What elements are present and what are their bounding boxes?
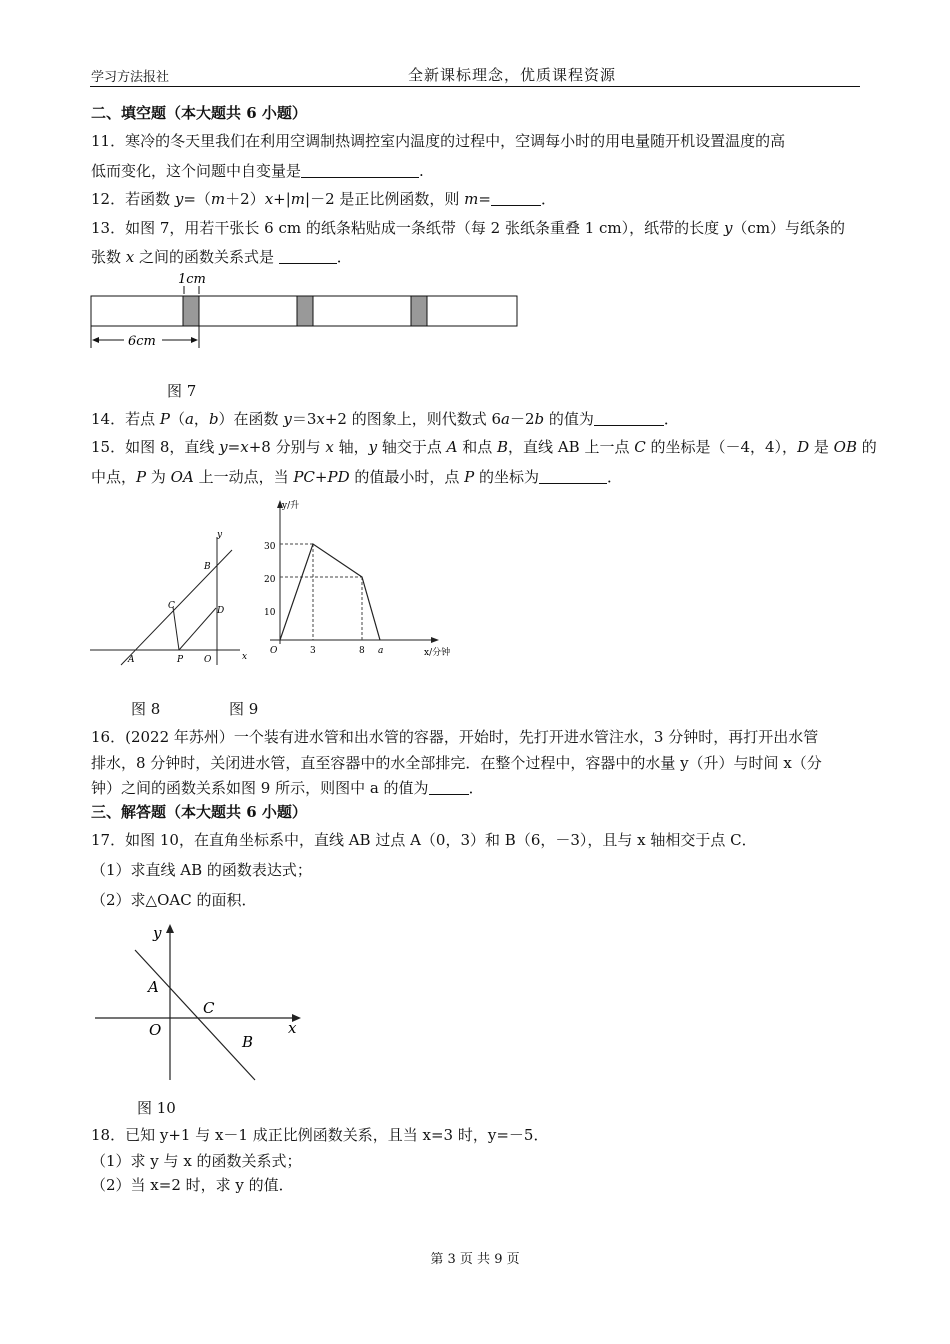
fig10-label-A: A: [148, 978, 159, 996]
fig7-arrow-left: [92, 337, 99, 343]
fig7-arrow-right: [191, 337, 198, 343]
q18-line1: 18．已知 y+1 与 x－1 成正比例函数关系，且当 x=3 时，y=－5．: [91, 1126, 549, 1144]
fig8-label-P: P: [177, 655, 184, 665]
q14: 14．若点 P（a，b）在函数 y＝3x+2 的图象上，则代数式 6a－2b 的值为 ．: [91, 410, 679, 428]
fig8-caption: 图 8: [131, 700, 161, 718]
q17-part2: （2）求△OAC 的面积．: [91, 891, 257, 909]
segment-CP: [173, 607, 179, 650]
q16-line1: 16．(2022 年苏州）一个装有进水管和出水管的容器，开始时，先打开进水管注水，3 分钟时，再打开出水管: [91, 728, 819, 746]
fig10-label-x: x: [288, 1019, 297, 1037]
line-AB: [121, 550, 232, 665]
figure-9: [258, 492, 458, 662]
fig9-ytick-20: 20: [264, 575, 276, 585]
figure-7: [86, 266, 526, 356]
overlap-1: [183, 296, 199, 326]
water-volume-line: [280, 544, 380, 640]
fig9-origin: O: [270, 646, 278, 656]
line-AB: [135, 950, 255, 1080]
q12: 12．若函数 y=（m＋2）x+|m|－2 是正比例函数，则 m= ．: [91, 190, 556, 208]
q15-line2: 中点，P 为 OA 上一动点，当 PC+PD 的值最小时，点 P 的坐标为 ．: [91, 468, 623, 486]
fig9-xlabel: x/分钟: [424, 648, 451, 658]
q17-part1: （1）求直线 AB 的函数表达式；: [91, 861, 312, 879]
q13-line1: 13．如图 7，用若干张长 6 cm 的纸条粘贴成一条纸带（每 2 张纸条重叠 1 cm），纸带的长度 y（cm）与纸条的: [91, 219, 846, 237]
header-left: 学习方法报社: [91, 70, 170, 85]
fig10-y-arrow: [166, 924, 174, 933]
fig7-label-6cm: 6cm: [128, 334, 156, 349]
fig9-ylabel: y/升: [282, 501, 300, 511]
page-footer: 第 3 页 共 9 页: [430, 1252, 520, 1267]
overlap-3: [411, 296, 427, 326]
fig10-label-O: O: [149, 1021, 162, 1039]
fig9-ytick-30: 30: [264, 542, 276, 552]
fig7-label-1cm: 1cm: [178, 272, 206, 287]
fig8-label-D: D: [217, 606, 225, 616]
fig8-label-B: B: [204, 562, 211, 572]
header-right: 全新课标理念，优质课程资源: [408, 66, 617, 84]
fig9-x-arrow: [431, 637, 439, 643]
fig9-ytick-10: 10: [264, 608, 276, 618]
q13-line2: 张数 x 之间的函数关系式是 ．: [91, 248, 352, 266]
q16-line3: 钟）之间的函数关系如图 9 所示，则图中 a 的值为 ．: [91, 779, 484, 797]
figure-10: [90, 920, 310, 1085]
q18-part1: （1）求 y 与 x 的函数关系式；: [91, 1152, 302, 1170]
overlap-2: [297, 296, 313, 326]
fig9-xtick-a: a: [378, 646, 384, 656]
fig7-caption: 图 7: [167, 382, 197, 400]
fig8-label-x: x: [242, 652, 248, 662]
fig8-label-A: A: [128, 655, 135, 665]
q11-line2: 低而变化，这个问题中自变量是 .: [91, 162, 424, 180]
segment-PD: [179, 608, 216, 650]
q18-part2: （2）当 x=2 时，求 y 的值．: [91, 1176, 294, 1194]
q16-line2: 排水，8 分钟时，关闭进水管，直至容器中的水全部排完．在整个过程中，容器中的水量 y（升）与时间 x（分: [91, 754, 822, 772]
fig8-label-y: y: [217, 530, 223, 540]
header-rule: [90, 86, 860, 87]
fig9-xtick-8: 8: [359, 646, 365, 656]
q15-line1: 15．如图 8，直线 y=x+8 分别与 x 轴，y 轴交于点 A 和点 B，直线 AB 上一点 C 的坐标是（－4，4），D 是 OB 的: [91, 438, 877, 456]
section2-title: 二、填空题（本大题共 6 小题）: [91, 104, 307, 122]
figure-8: [88, 525, 258, 670]
fig8-label-C: C: [168, 601, 175, 611]
fig10-caption: 图 10: [137, 1099, 176, 1117]
fig9-xtick-3: 3: [310, 646, 316, 656]
fig9-caption: 图 9: [229, 700, 259, 718]
section3-title: 三、解答题（本大题共 6 小题）: [91, 803, 307, 821]
fig8-label-O: O: [204, 655, 212, 665]
fig10-label-C: C: [203, 999, 215, 1017]
q17-line1: 17．如图 10，在直角坐标系中，直线 AB 过点 A（0，3）和 B（6，－3），且与 x 轴相交于点 C．: [91, 831, 757, 849]
q11-line1: 11．寒冷的冬天里我们在利用空调制热调控室内温度的过程中，空调每小时的用电量随开机设置温度的高: [91, 132, 786, 150]
fig10-label-B: B: [242, 1033, 254, 1051]
fig10-label-y: y: [153, 924, 162, 942]
